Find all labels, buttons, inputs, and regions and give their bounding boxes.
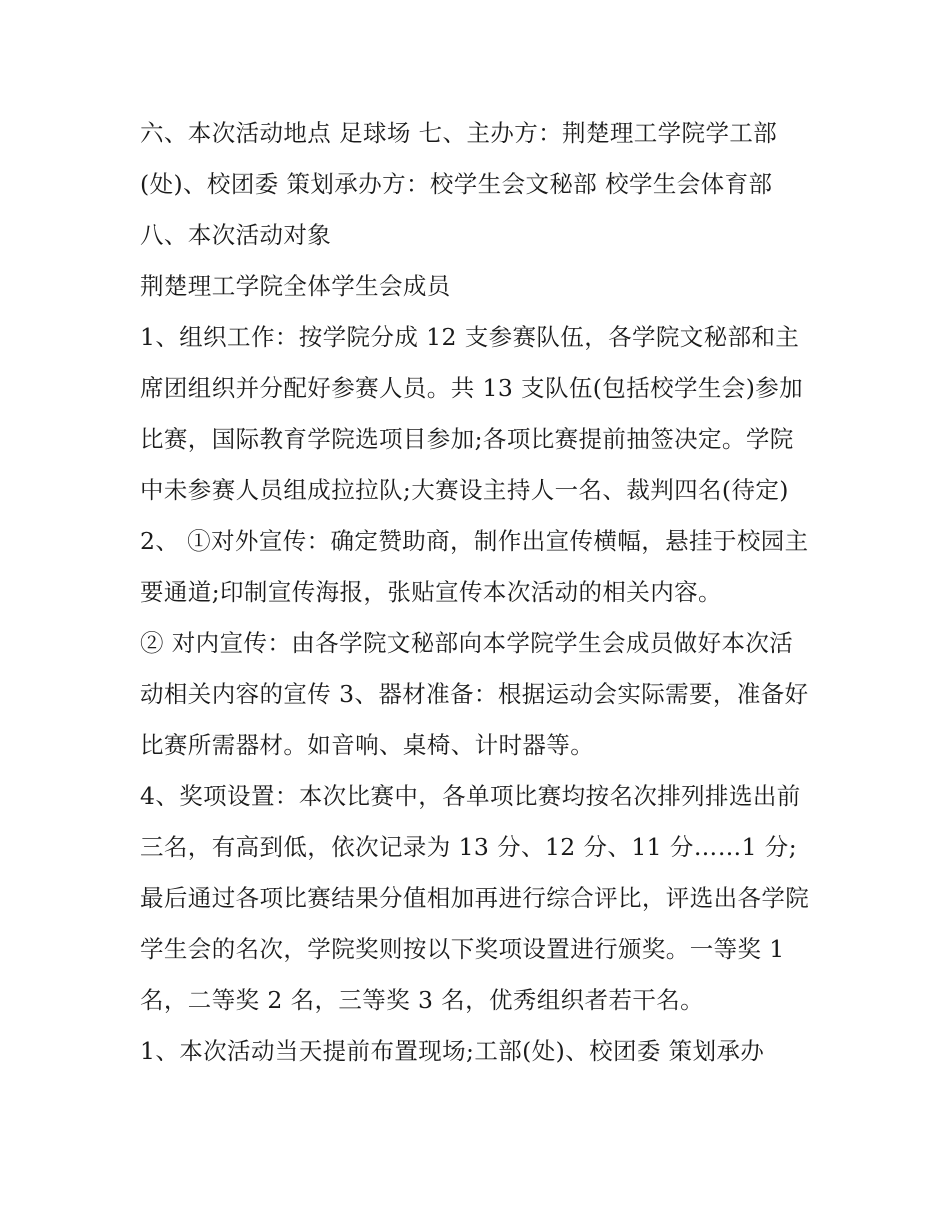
paragraph-participants: 荆楚理工学院全体学生会成员 xyxy=(140,272,451,300)
paragraph-external-publicity: 2、 ①对外宣传：确定赞助商，制作出宣传横幅，悬挂于校园主要通道;印制宣传海报，张贴宣传本次活动的相关内容。 xyxy=(140,527,809,606)
paragraph-internal-publicity: ② 对内宣传：由各学院文秘部向本学院学生会成员做好本次活动相关内容的宣传 3、器材准备：根据运动会实际需要，准备好比赛所需器材。如音响、桌椅、计时器等。 xyxy=(140,629,809,759)
paragraph-awards: 4、奖项设置：本次比赛中，各单项比赛均按名次排列排选出前三名，有高到低，依次记录为 13 分、12 分、11 分……1 分;最后通过各项比赛结果分值相加再进行综合评比，评选出各学院学生会的名次，学院奖则按以下奖项设置进行颁奖。一等奖 1名，二等奖 2 名，三等奖 3 名，优秀组织者若干名。 xyxy=(140,782,810,1014)
document-body xyxy=(140,108,815,1077)
paragraph-organization-work: 1、组织工作：按学院分成 12 支参赛队伍，各学院文秘部和主席团组织并分配好参赛人员。共 13 支队伍(包括校学生会)参加比赛，国际教育学院选项目参加;各项比赛提前抽签决定。学院中未参赛人员组成拉拉队;大赛设主持人一名、裁判四名(待定) xyxy=(140,323,804,504)
paragraph-venue-organizers: 六、本次活动地点 足球场 七、主办方：荆楚理工学院学工部(处)、校团委 策划承办方：校学生会文秘部 校学生会体育部 八、本次活动对象 xyxy=(140,119,778,249)
paragraph-venue-setup: 1、本次活动当天提前布置现场;工部(处)、校团委 策划承办 xyxy=(140,1037,765,1065)
